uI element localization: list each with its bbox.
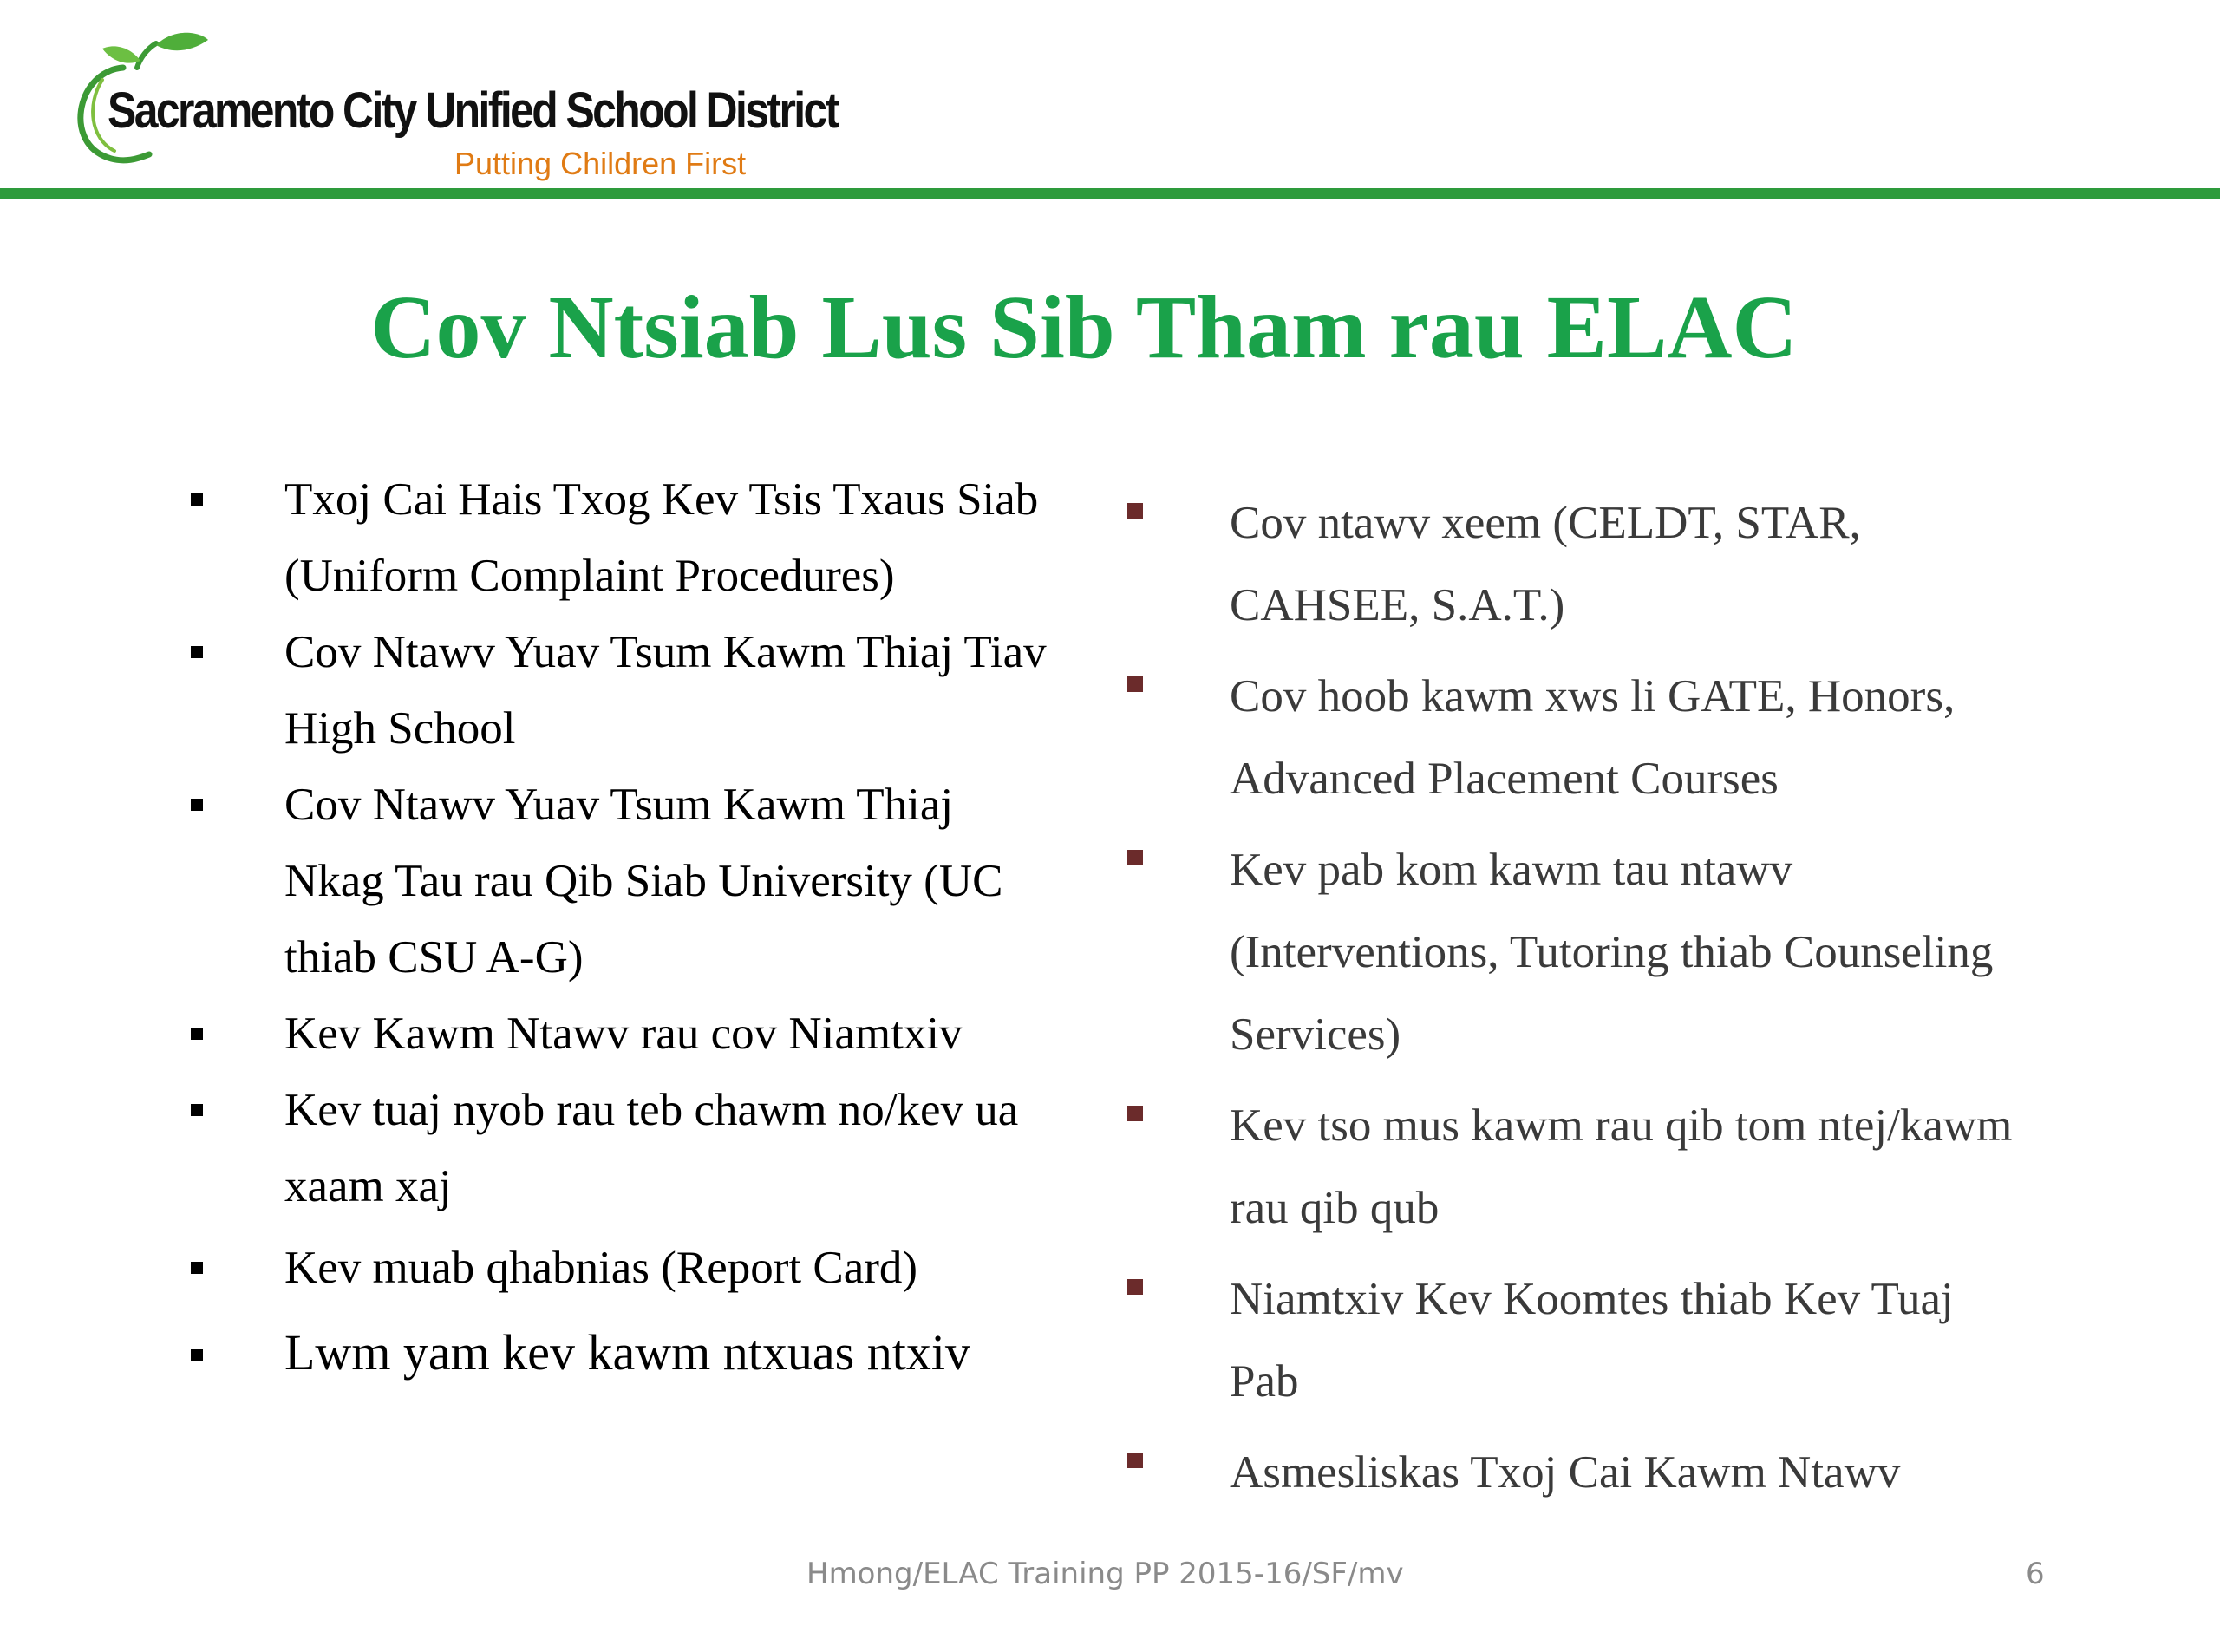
list-item — [1127, 482, 2029, 647]
district-logo — [69, 26, 838, 186]
list-item — [182, 1072, 1049, 1224]
square-bullet-icon — [191, 493, 203, 506]
page-number: 6 — [2026, 1557, 2045, 1591]
right-topic-list — [1127, 482, 2029, 1523]
list-item — [1127, 1258, 2029, 1423]
square-bullet-icon — [1127, 850, 1143, 865]
list-item-text: Kev muab qhabnias (Report Card) — [284, 1243, 918, 1293]
square-bullet-icon — [191, 1349, 203, 1361]
list-item-text: Lwm yam kev kawm ntxuas ntxiv — [284, 1324, 970, 1381]
list-item — [1127, 656, 2029, 820]
square-bullet-icon — [1127, 1453, 1143, 1468]
list-item-text: Asmesliskas Txoj Cai Kawm Ntawv — [1230, 1447, 1901, 1498]
district-name: Sacramento City Unified School District — [108, 82, 838, 139]
header-divider — [0, 188, 2220, 199]
square-bullet-icon — [1127, 1106, 1143, 1121]
list-item — [182, 1315, 1049, 1391]
list-item — [182, 996, 1049, 1072]
square-bullet-icon — [1127, 503, 1143, 519]
list-item-text: Kev tso mus kawm rau qib tom ntej/kawm rau qib qub — [1230, 1100, 2013, 1233]
square-bullet-icon — [191, 1262, 203, 1274]
list-item — [1127, 1432, 2029, 1514]
list-item-text: Txoj Cai Hais Txog Kev Tsis Txaus Siab (Uniform Complaint Procedures) — [284, 474, 1039, 601]
square-bullet-icon — [191, 1028, 203, 1040]
list-item-text: Kev tuaj nyob rau teb chawm no/kev ua xaam xaj — [284, 1085, 1019, 1211]
list-item-text: Cov hoob kawm xws li GATE, Honors, Advanced Placement Courses — [1230, 671, 1956, 804]
district-tagline: Putting Children First — [454, 146, 747, 181]
square-bullet-icon — [191, 799, 203, 811]
square-bullet-icon — [1127, 1279, 1143, 1295]
list-item-text: Kev Kawm Ntawv rau cov Niamtxiv — [284, 1009, 963, 1059]
footer-text: Hmong/ELAC Training PP 2015-16/SF/mv — [806, 1557, 1404, 1591]
list-item — [1127, 1085, 2029, 1250]
list-item — [182, 461, 1049, 614]
list-item-text: Cov Ntawv Yuav Tsum Kawm Thiaj Nkag Tau rau Qib Siab University (UC thiab CSU A-G) — [284, 780, 1003, 983]
square-bullet-icon — [191, 646, 203, 658]
square-bullet-icon — [191, 1104, 203, 1116]
list-item — [182, 614, 1049, 767]
list-item-text: Cov Ntawv Yuav Tsum Kawm Thiaj Tiav High School — [284, 627, 1047, 754]
slide-title: Cov Ntsiab Lus Sib Tham rau ELAC — [370, 278, 1798, 377]
list-item-text: Cov ntawv xeem (CELDT, STAR, CAHSEE, S.A.T.) — [1230, 498, 1861, 630]
square-bullet-icon — [1127, 676, 1143, 692]
list-item-text: Niamtxiv Kev Koomtes thiab Kev Tuaj Pab — [1230, 1274, 1954, 1407]
list-item — [1127, 829, 2029, 1076]
left-topic-list — [182, 461, 1049, 1391]
list-item-text: Kev pab kom kawm tau ntawv (Interventions, Tutoring thiab Counseling Services) — [1230, 845, 1994, 1060]
list-item — [182, 767, 1049, 996]
list-item — [182, 1230, 1049, 1306]
